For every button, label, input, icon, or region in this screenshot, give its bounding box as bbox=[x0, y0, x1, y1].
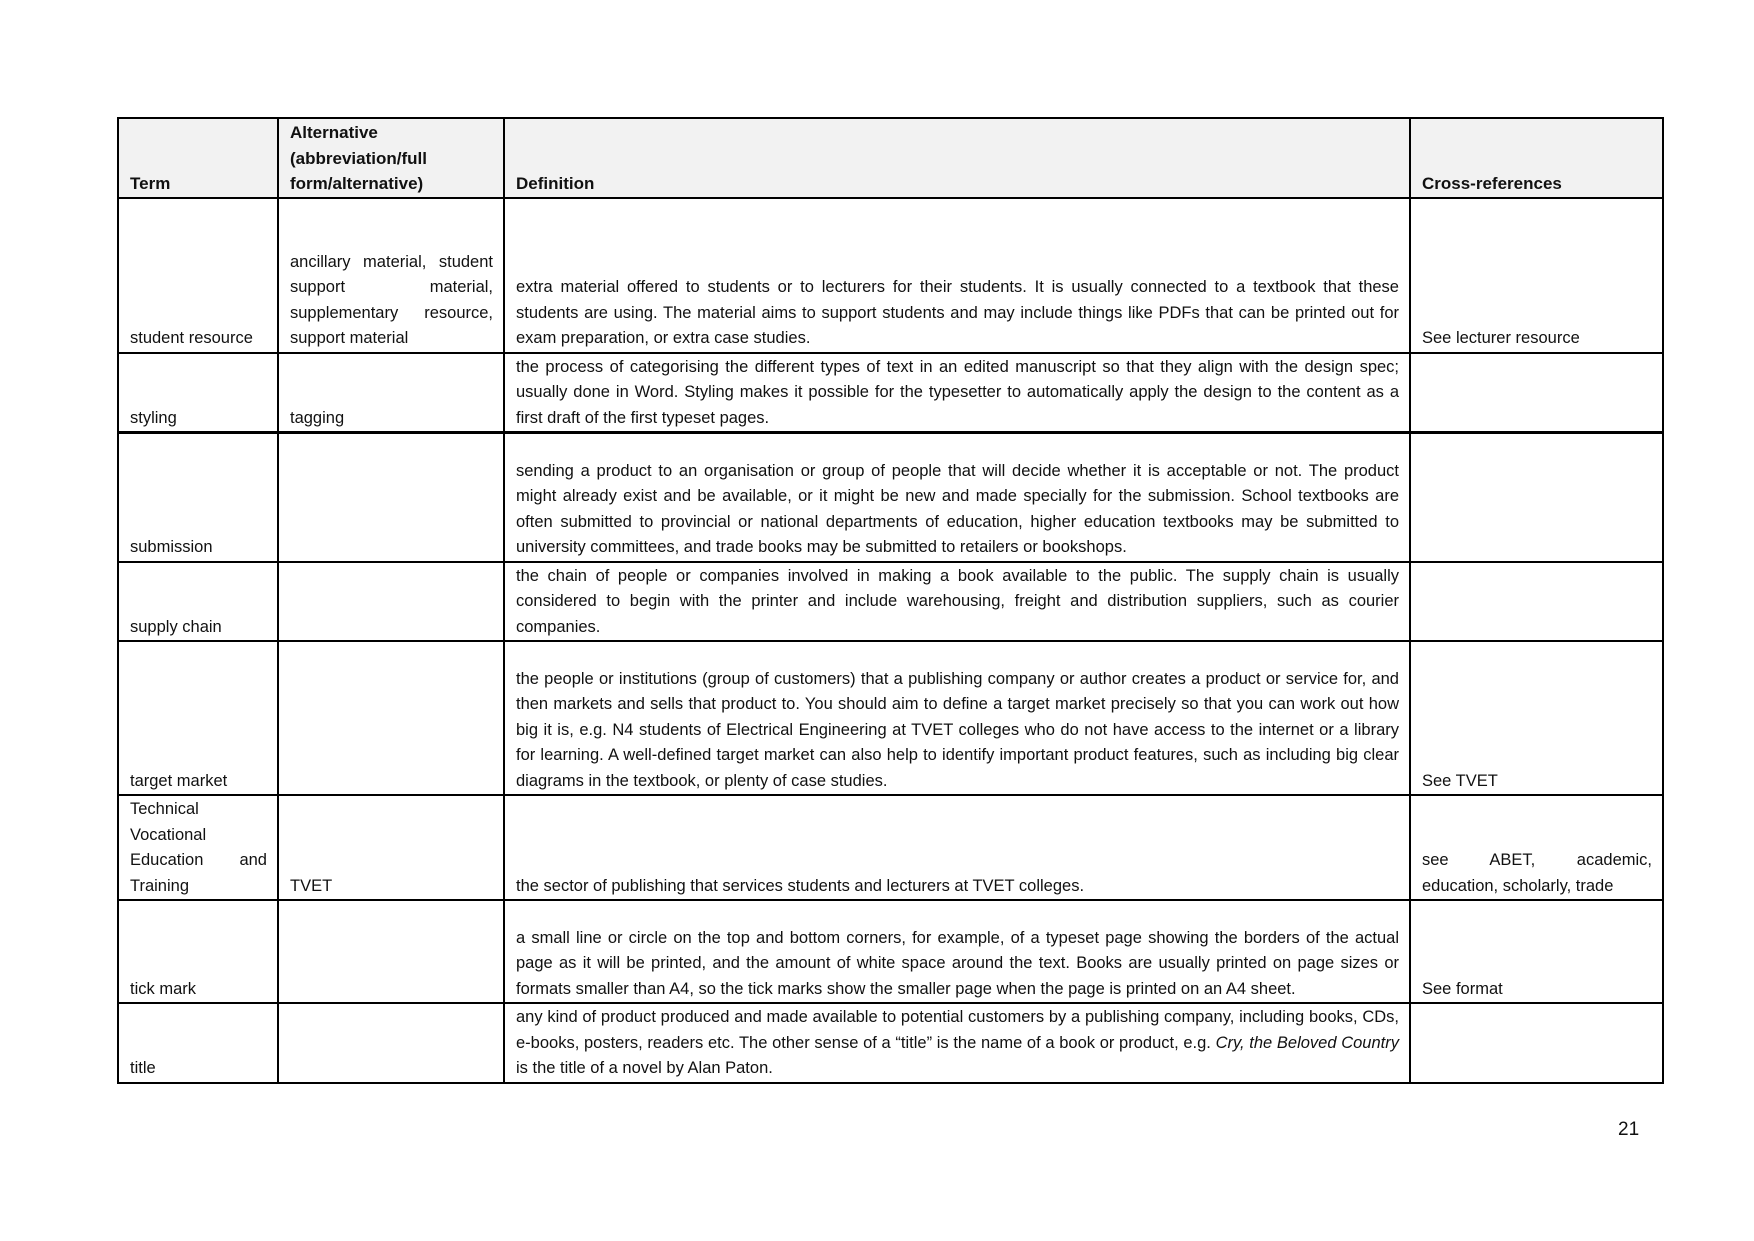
cross-reference-cell bbox=[1410, 433, 1663, 562]
term-cell: supply chain bbox=[118, 562, 278, 642]
cross-reference-cell bbox=[1410, 562, 1663, 642]
header-cross-references: Cross-references bbox=[1410, 118, 1663, 198]
table-header-row bbox=[118, 118, 1663, 198]
term-cell: title bbox=[118, 1003, 278, 1083]
page-number: 21 bbox=[1618, 1119, 1640, 1140]
cross-reference-cell: See lecturer resource bbox=[1410, 198, 1663, 353]
table-row bbox=[118, 562, 1663, 642]
definition-cell bbox=[504, 1003, 1410, 1083]
header-alternative: Alternative (abbreviation/full form/alternative) bbox=[278, 118, 504, 198]
cross-reference-cell bbox=[1410, 353, 1663, 433]
definition-text: any kind of product produced and made available to potential customers by a publishing company, including books, CDs, e-books, posters, readers etc. The other sense of a “title” is the name of a book or product, e.g. bbox=[516, 1008, 1399, 1052]
definition-cell: the chain of people or companies involved in making a book available to the public. The supply chain is usually considered to begin with the printer and include warehousing, freight and distribution suppliers, such as courier companies. bbox=[504, 562, 1410, 642]
book-title-italic: Cry, the Beloved Country bbox=[1215, 1033, 1399, 1052]
table-row bbox=[118, 795, 1663, 900]
definition-cell: a small line or circle on the top and bottom corners, for example, of a typeset page showing the borders of the actual page as it will be printed, and the amount of white space around the text. Books are usually printed on page sizes or formats smaller than A4, so the tick marks show the smaller page when the page is printed on an A4 sheet. bbox=[504, 900, 1410, 1003]
definition-cell: extra material offered to students or to lecturers for their students. It is usually connected to a textbook that these students are using. The material aims to support students and may include things like PDFs that can be printed out for exam preparation, or extra case studies. bbox=[504, 198, 1410, 353]
table-row bbox=[118, 353, 1663, 433]
term-cell: Technical Vocational Education and Training bbox=[118, 795, 278, 900]
alternative-cell bbox=[278, 900, 504, 1003]
term-cell: tick mark bbox=[118, 900, 278, 1003]
table-row bbox=[118, 900, 1663, 1003]
term-cell: styling bbox=[118, 353, 278, 433]
alternative-cell bbox=[278, 433, 504, 562]
definition-cell: sending a product to an organisation or group of people that will decide whether it is acceptable or not. The product might already exist and be available, or it might be new and made specially for the submission. School textbooks are often submitted to provincial or national departments of education, higher education textbooks may be submitted to university committees, and trade books may be submitted to retailers or bookshops. bbox=[504, 433, 1410, 562]
cross-reference-cell: See TVET bbox=[1410, 641, 1663, 795]
glossary-table bbox=[117, 117, 1664, 1084]
table-row bbox=[118, 641, 1663, 795]
table-row bbox=[118, 433, 1663, 562]
cross-reference-cell: See format bbox=[1410, 900, 1663, 1003]
alternative-cell bbox=[278, 641, 504, 795]
definition-cell: the sector of publishing that services students and lecturers at TVET colleges. bbox=[504, 795, 1410, 900]
term-cell: target market bbox=[118, 641, 278, 795]
definition-cell: the process of categorising the different types of text in an edited manuscript so that they align with the design spec; usually done in Word. Styling makes it possible for the typesetter to automatically apply the design to the content as a first draft of the first typeset pages. bbox=[504, 353, 1410, 433]
definition-cell: the people or institutions (group of customers) that a publishing company or author creates a product or service for, and then markets and sells that product to. You should aim to define a target market precisely so that you can work out how big it is, e.g. N4 students of Electrical Engineering at TVET colleges who do not have access to the internet or a library for learning. A well-defined target market can also help to identify important product features, such as including big clear diagrams in the textbook, or plenty of case studies. bbox=[504, 641, 1410, 795]
term-cell: student resource bbox=[118, 198, 278, 353]
alternative-cell: ancillary material, student support material, supplementary resource, support material bbox=[278, 198, 504, 353]
alternative-cell bbox=[278, 562, 504, 642]
cross-reference-cell bbox=[1410, 1003, 1663, 1083]
header-term: Term bbox=[118, 118, 278, 198]
table-row bbox=[118, 198, 1663, 353]
header-definition: Definition bbox=[504, 118, 1410, 198]
term-cell: submission bbox=[118, 433, 278, 562]
alternative-cell: TVET bbox=[278, 795, 504, 900]
alternative-cell: tagging bbox=[278, 353, 504, 433]
cross-reference-cell: see ABET, academic, education, scholarly, trade bbox=[1410, 795, 1663, 900]
definition-text: is the title of a novel by Alan Paton. bbox=[516, 1059, 773, 1077]
table-row bbox=[118, 1003, 1663, 1083]
alternative-cell bbox=[278, 1003, 504, 1083]
